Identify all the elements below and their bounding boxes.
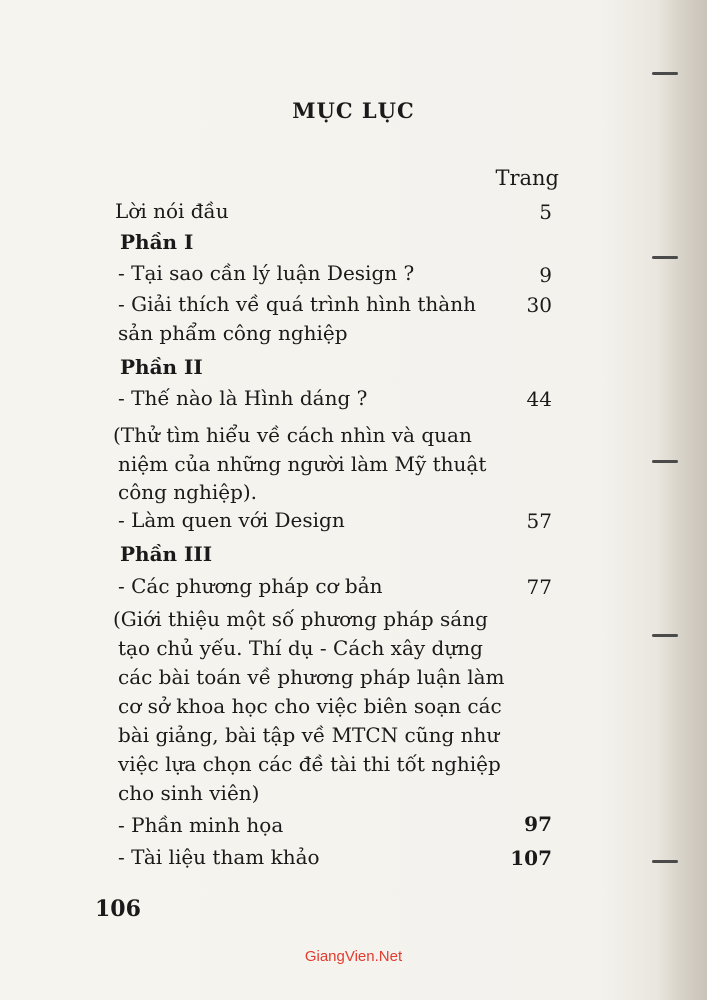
page-column-header: Trang [495, 166, 559, 190]
section-heading: Phần III [120, 542, 213, 566]
toc-entry-text: sản phẩm công nghiệp [118, 321, 348, 345]
toc-note-line: việc lựa chọn các đề tài thi tốt nghiệp [118, 752, 501, 776]
toc-entry-text: - Giải thích về quá trình hình thành [118, 292, 476, 316]
toc-entry-text: Lời nói đầu [115, 199, 229, 223]
toc-entry-text: - Phần minh họa [118, 813, 284, 837]
toc-entry-page: 97 [524, 812, 552, 836]
toc-note-line: cho sinh viên) [118, 781, 260, 805]
toc-entry-text: - Các phương pháp cơ bản [118, 574, 383, 598]
section-heading: Phần I [120, 230, 194, 254]
watermark: GiangVien.Net [304, 948, 403, 965]
toc-note-line: các bài toán về phương pháp luận làm [118, 665, 505, 689]
toc-entry-page: 44 [526, 387, 552, 411]
binding-thread [652, 256, 678, 259]
binding-thread [652, 860, 678, 863]
toc-note-line: (Thử tìm hiểu về cách nhìn và quan [113, 423, 472, 447]
toc-entry-text: - Tài liệu tham khảo [118, 845, 320, 869]
toc-note-line: cơ sở khoa học cho việc biên soạn các [118, 694, 502, 718]
binding-thread [652, 634, 678, 637]
toc-note-line: công nghiệp). [118, 480, 258, 504]
toc-note-line: bài giảng, bài tập về MTCN cũng như [118, 723, 500, 747]
toc-entry-page: 107 [510, 846, 552, 870]
toc-entry-text: - Làm quen với Design [118, 508, 345, 532]
toc-entry-page: 30 [526, 293, 552, 317]
toc-entry-page: 9 [539, 263, 552, 287]
toc-note-line: niệm của những người làm Mỹ thuật [118, 452, 487, 476]
page-number: 106 [95, 896, 141, 922]
toc-entry-page: 57 [526, 509, 552, 533]
toc-entry-page: 77 [526, 575, 552, 599]
toc-entry-page: 5 [539, 200, 552, 224]
binding-edge [652, 40, 682, 1000]
toc-entry-text: - Tại sao cần lý luận Design ? [118, 261, 415, 285]
toc-note-line: (Giới thiệu một số phương pháp sáng [113, 607, 488, 631]
toc-title: MỤC LỤC [292, 98, 415, 123]
toc-entry-text: - Thế nào là Hình dáng ? [118, 386, 368, 410]
section-heading: Phần II [120, 355, 203, 379]
binding-thread [652, 72, 678, 75]
binding-thread [652, 460, 678, 463]
toc-note-line: tạo chủ yếu. Thí dụ - Cách xây dựng [118, 636, 483, 660]
